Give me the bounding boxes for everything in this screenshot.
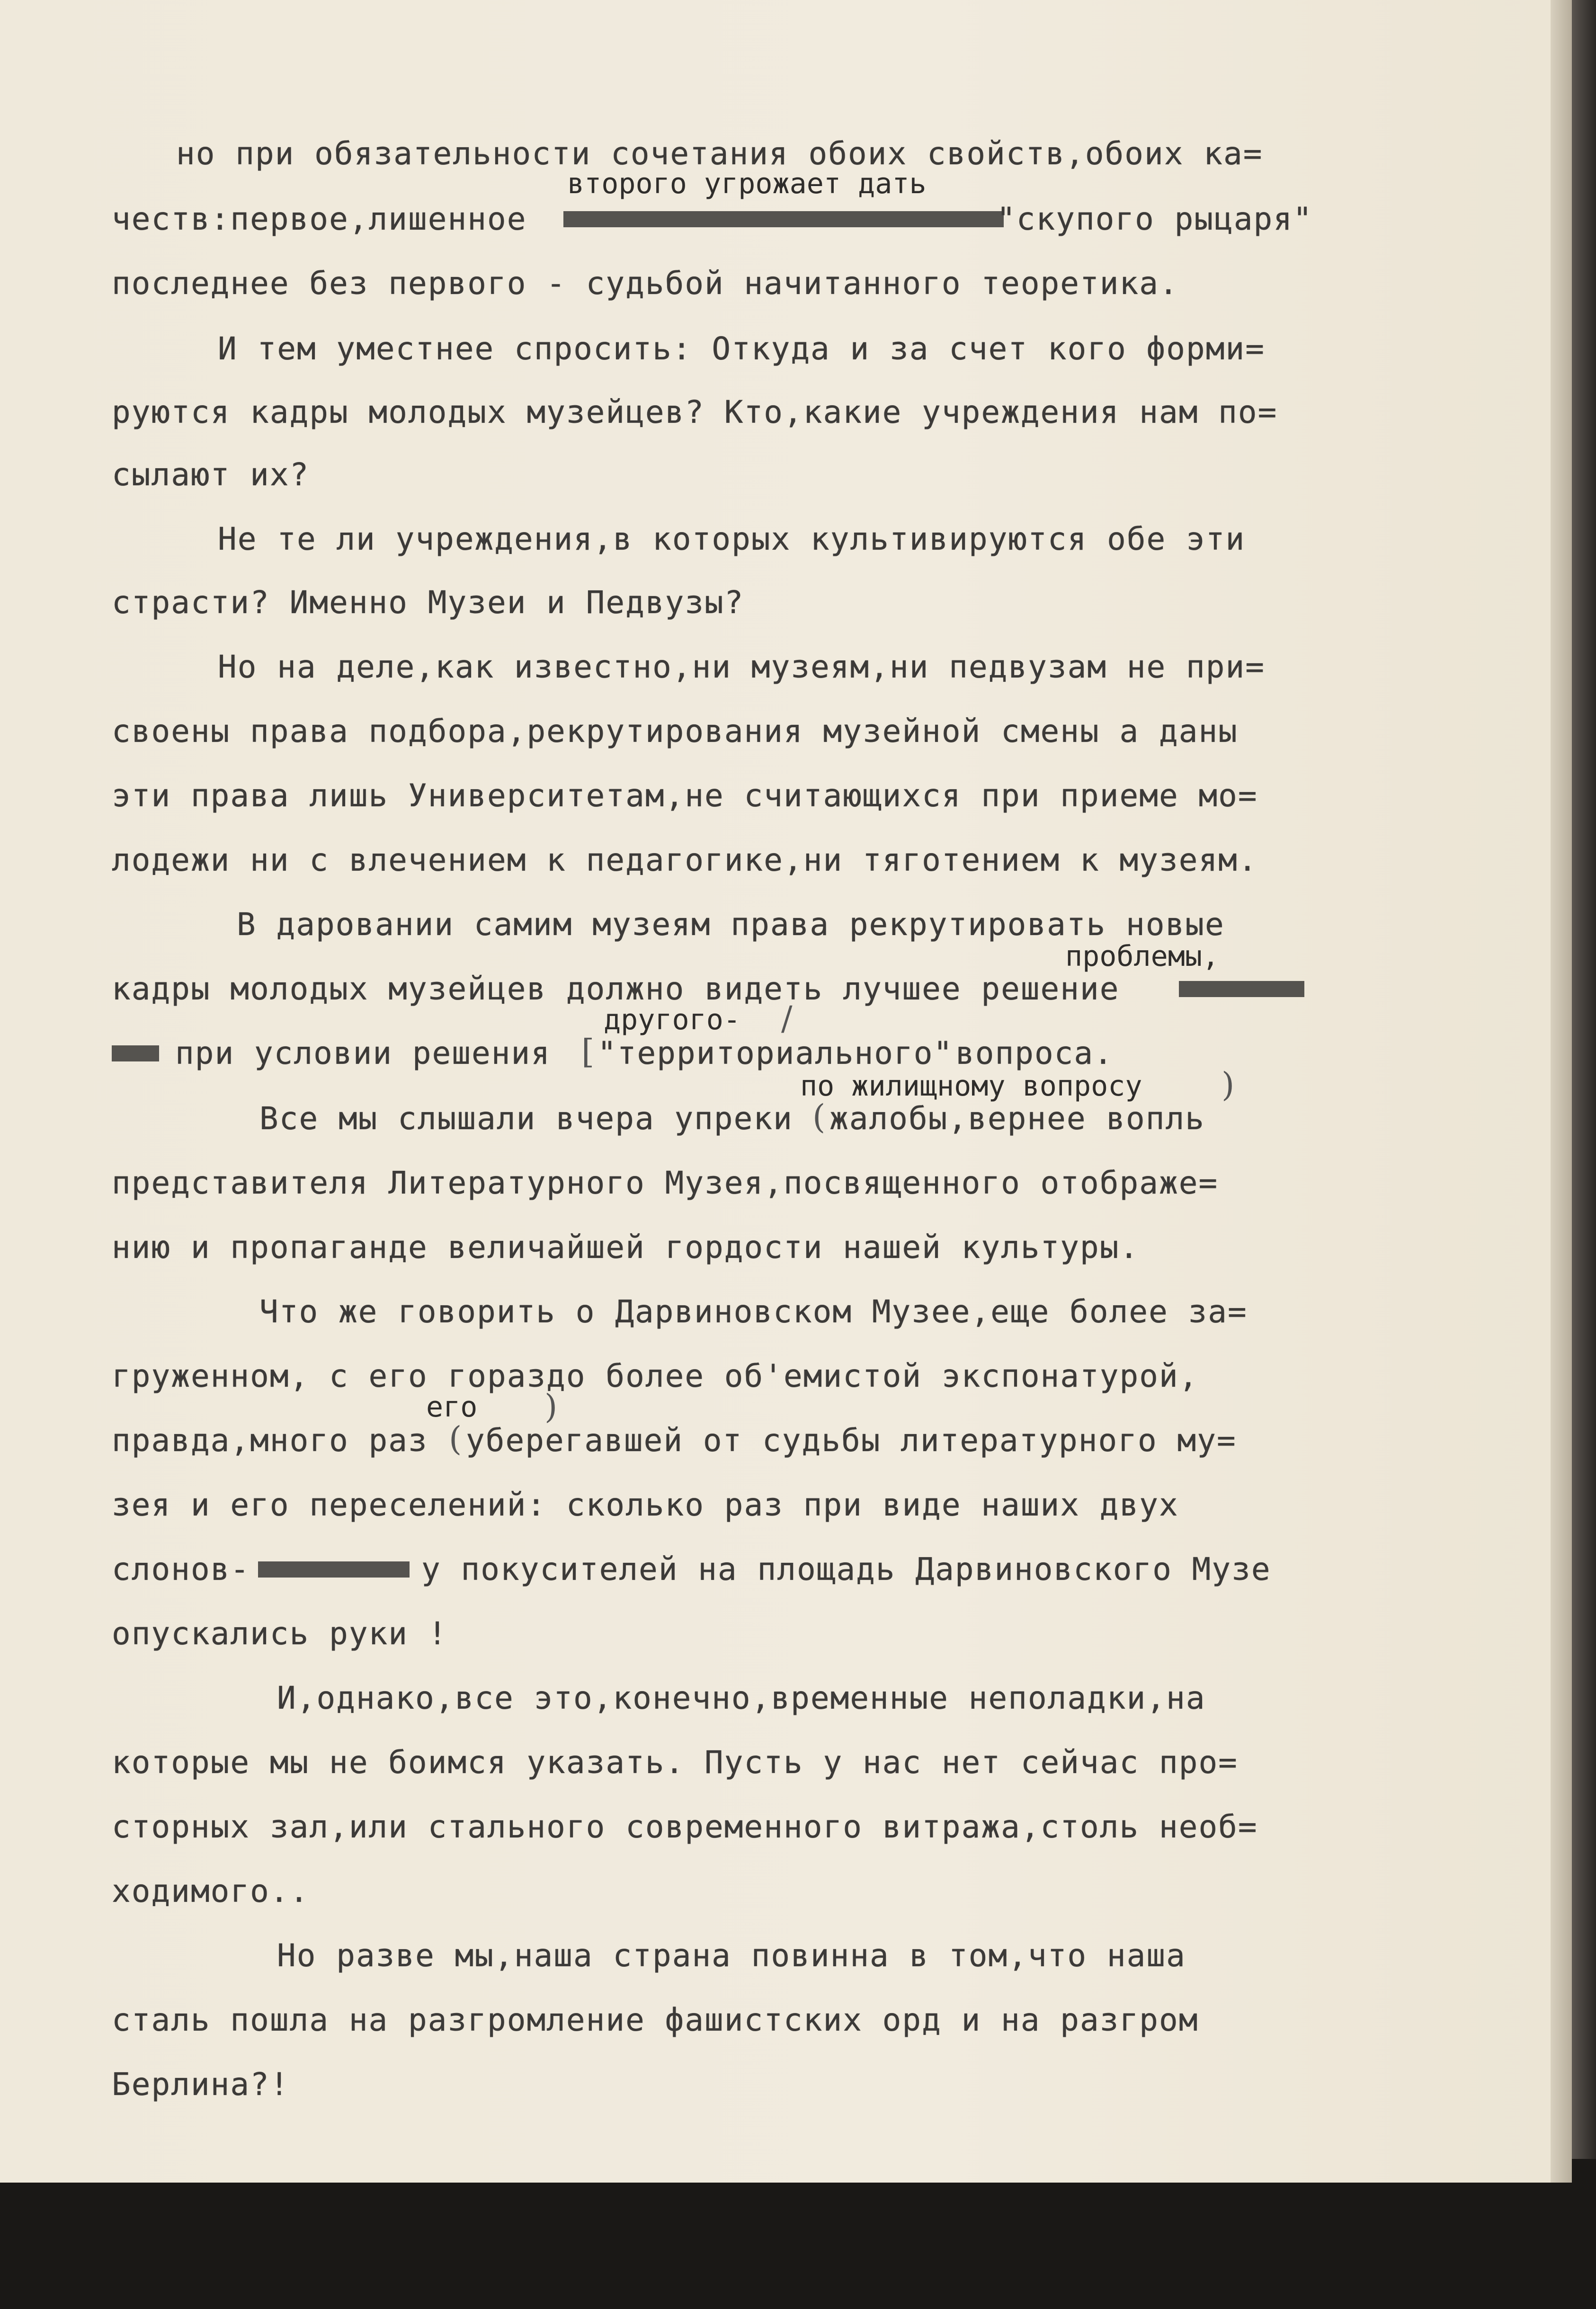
text-line: Что же говорить о Дарвиновском Музее,еще более за=	[259, 1293, 1248, 1330]
text-line: страсти? Именно Музеи и Педвузы?	[112, 584, 744, 621]
page-shadow	[1572, 0, 1596, 2159]
handwritten-bracket: [	[581, 1032, 595, 1071]
text-line: кадры молодых музейцев должно видеть лучшее решение	[112, 971, 1120, 1007]
text-line: ходимого..	[112, 1873, 310, 1909]
text-line: сталь пошла на разгромление фашистских орд и на разгром	[112, 2002, 1199, 2038]
text-line: Все мы слышали вчера упреки	[259, 1100, 793, 1137]
text-line: руются кадры молодых музейцев? Кто,какие учреждения нам по=	[112, 394, 1278, 430]
text-line: сылают их?	[112, 456, 310, 493]
handwritten-bracket: )	[544, 1387, 558, 1426]
text-line: правда,много раз	[112, 1422, 428, 1459]
text-line: Берлина?!	[112, 2066, 290, 2103]
handwritten-bracket: (	[449, 1419, 462, 1458]
handwritten-mark: (	[812, 1097, 826, 1136]
text-line: последнее без первого - судьбой начитанного теоретика.	[112, 265, 1179, 302]
page-edge	[1551, 0, 1572, 2183]
text-line: Но на деле,как известно,ни музеям,ни педвузам не при=	[218, 649, 1265, 685]
text-line: Не те ли учреждения,в которых культивируются обе эти	[218, 521, 1246, 557]
text-line: своены права подбора,рекрутирования музейной смены а даны	[112, 713, 1238, 749]
text-line: сторных зал,или стального современного витража,столь необ=	[112, 1809, 1258, 1845]
text-line: при условии решения	[175, 1035, 551, 1071]
text-line: нию и пропаганде величайшей гордости нашей культуры.	[112, 1229, 1140, 1266]
text-line: уберегавшей от судьбы литературного му=	[466, 1422, 1237, 1459]
text-line: вопроса.	[955, 1035, 1114, 1071]
text-line: И тем уместнее спросить: Откуда и за счет кого форми=	[218, 330, 1265, 367]
typed-insertion: по жилищному вопросу	[800, 1070, 1142, 1103]
typed-insertion: второго угрожает дать	[567, 167, 927, 200]
struck-out-text	[1179, 981, 1304, 997]
struck-out-text	[563, 211, 1004, 227]
text-line: груженном, с его гораздо более об'емистой экспонатурой,	[112, 1358, 1199, 1394]
struck-out-text	[258, 1561, 410, 1578]
text-line: жалобы,вернее вопль	[829, 1100, 1205, 1137]
text-line: но при обязательности сочетания обоих свойств,обоих ка=	[176, 135, 1263, 172]
text-line: "скупого рыцаря"	[997, 201, 1313, 237]
text-line: В даровании самим музеям права рекрутировать новые	[237, 906, 1225, 943]
struck-out-text	[112, 1045, 159, 1061]
text-line: слонов-	[112, 1551, 250, 1587]
text-line: зея и его переселений: сколько раз при виде наших двух	[112, 1487, 1179, 1523]
text-line: представителя Литературного Музея,посвященного отображе=	[112, 1165, 1219, 1201]
typed-insertion: другого-	[604, 1003, 740, 1036]
typed-insertion: проблемы,	[1065, 940, 1220, 973]
text-line: честв:первое,лишенное	[112, 201, 527, 237]
text-line: И,однако,все это,конечно,временные неполадки,на	[277, 1680, 1206, 1716]
handwritten-bracket: )	[1222, 1065, 1235, 1104]
text-line: у покусителей на площадь Дарвиновского Музе	[421, 1551, 1271, 1587]
typed-insertion: его	[426, 1391, 478, 1424]
handwritten-mark: /	[781, 999, 793, 1038]
text-line: опускались руки !	[112, 1615, 448, 1652]
text-line: Но разве мы,наша страна повинна в том,что наша	[277, 1937, 1186, 1974]
text-line: эти права лишь Университетам,не считающихся при приеме мо=	[112, 777, 1258, 814]
text-line: лодежи ни с влечением к педагогике,ни тяготением к музеям.	[112, 842, 1258, 878]
text-line: "территориального"	[597, 1035, 954, 1071]
text-line: которые мы не боимся указать. Пусть у нас нет сейчас про=	[112, 1744, 1238, 1781]
